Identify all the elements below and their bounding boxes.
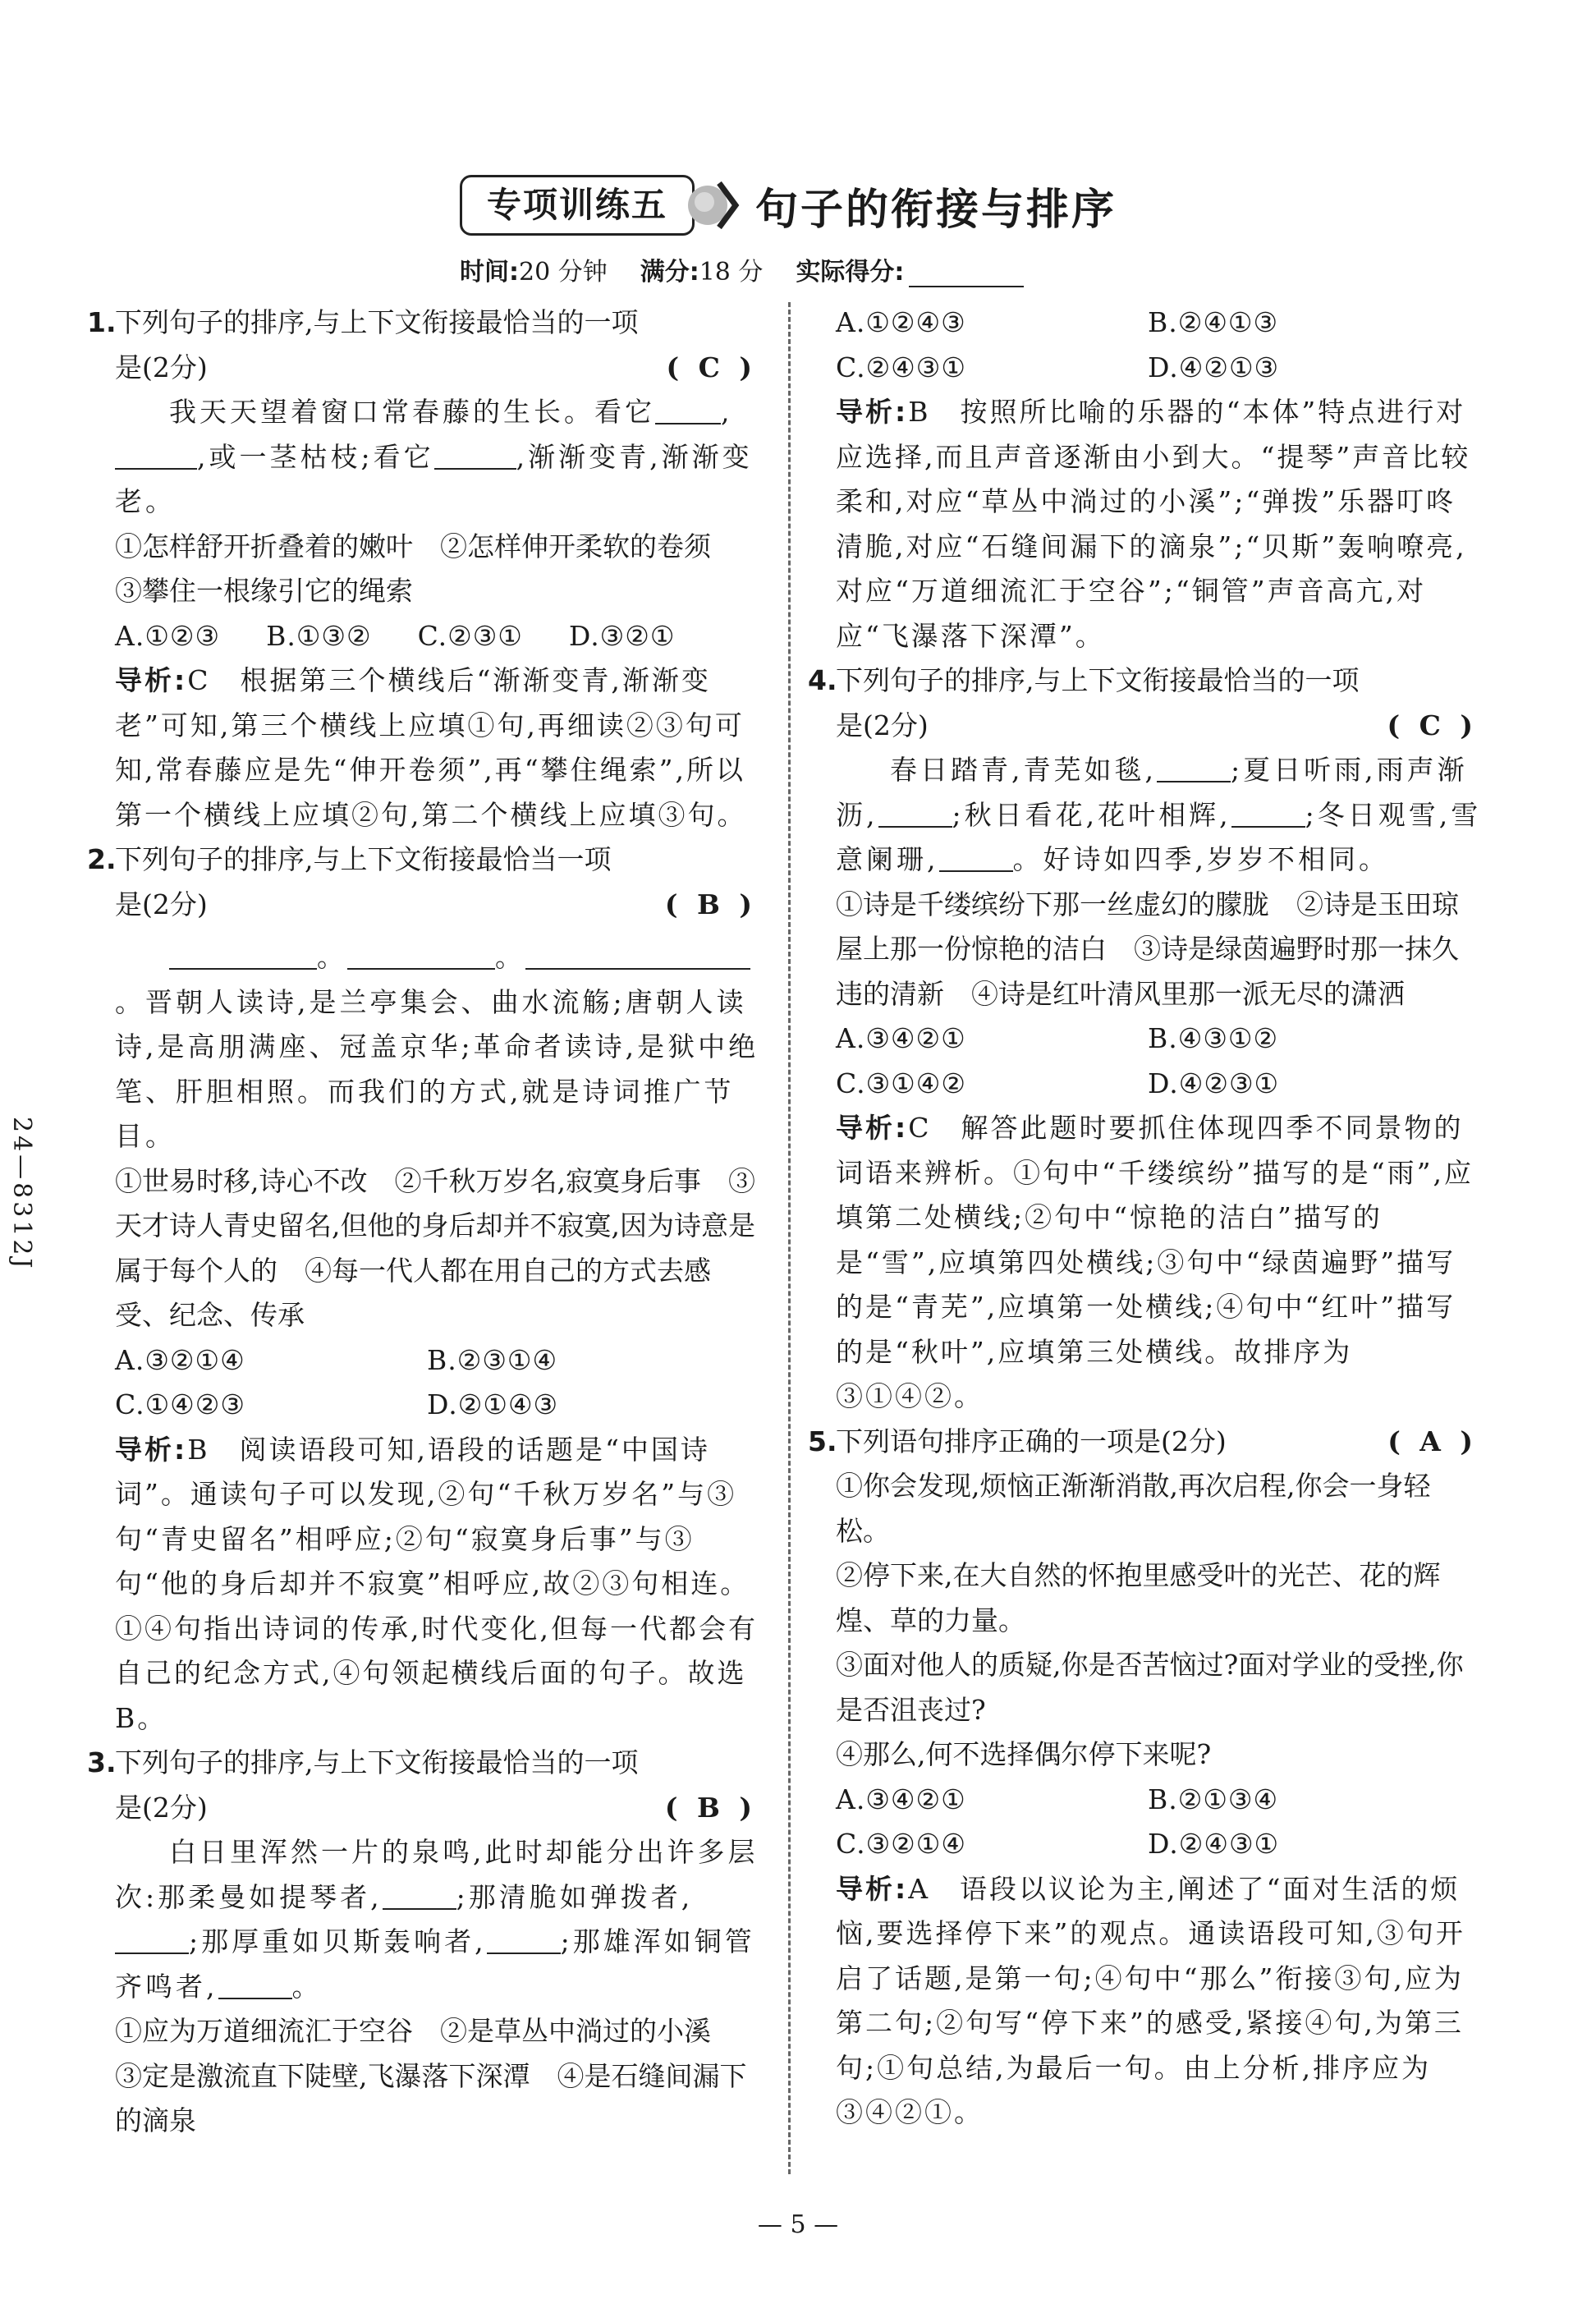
option-d: D.②④③① — [1148, 1828, 1280, 1860]
question-3 — [87, 1741, 764, 2144]
option-b: B.①③② — [266, 619, 372, 652]
guide-analysis — [115, 658, 764, 837]
option-c: C.③②①④ — [836, 1828, 966, 1860]
exam-meta — [460, 251, 1133, 287]
question-1 — [87, 301, 764, 837]
guide-label: 导析: — [836, 396, 909, 428]
options — [115, 614, 764, 659]
option-d: D.②①④③ — [427, 1388, 559, 1420]
passage-text: ,渐渐变 — [516, 440, 620, 473]
blank — [655, 396, 721, 424]
answer: ( A ) — [1387, 1425, 1478, 1457]
question-points: 是(2分) — [115, 1791, 208, 1824]
passage-text: 。晋朝人读诗,是兰亭集会、曲水流觞;唐朝人读诗,是高朋满座、冠盖京华;革命者读诗,是狱中绝笔、肝胆相照。而我们的方式,就是诗词推广节目。 — [115, 985, 759, 1152]
blank — [619, 941, 750, 970]
answer: ( C ) — [666, 351, 757, 383]
passage-text: 。好诗如四季,岁岁不相同。 — [1012, 843, 1389, 875]
option-c: C.②③① — [417, 619, 523, 652]
answer: ( B ) — [664, 1791, 757, 1824]
time-value: 20 分钟 — [519, 258, 608, 287]
option-d: D.④②①③ — [1148, 351, 1280, 383]
passage-text: 白日里浑然一片的泉鸣,此时却能分出许多层次:那柔曼如提琴者, — [115, 1836, 759, 1913]
guide-text: B 阅读语段可知,语段的话题是“中国诗词”。通读句子可以发现,②句“千秋万岁名”与③句“青史留名”相呼应;②句“寂寞身后事”与③句“他的身后却并不寂寞”相呼应,故②③句相连。①④句指出诗词的传承,时代变化,但每一代都会有自己的纪念方式,④句领起横线后面的句子。故选B。 — [115, 1433, 758, 1734]
sentence-item: ①你会发现,烦恼正渐渐消散,再次启程,你会一身轻松。 — [836, 1470, 1431, 1547]
passage-text: ;那清脆如弹拨者, — [456, 1880, 694, 1913]
question-stem: 下列语句排序正确的一项是(2分) — [836, 1425, 1227, 1457]
passage — [836, 748, 1484, 883]
question-stem: 下列句子的排序,与上下文衔接最恰当的一项 — [115, 306, 639, 338]
question-points: 是(2分) — [836, 709, 929, 741]
passage-text: 。 — [291, 1970, 323, 2003]
guide-label: 导析: — [115, 664, 188, 696]
guide-text: A 语段以议论为主,阐述了“面对生活的烦恼,要选择停下来”的观点。通读语段可知,③句开启了话题,是第一句;④句中“那么”衔接③句,应为第二句;②句写“停下来”的感受,紧接④句,为第三句;①句总结,为最后一句。由上分析,排序应为③④②①。 — [836, 1872, 1465, 2128]
blank — [347, 941, 495, 970]
sentence-items: ①怎样舒开折叠着的嫩叶 ②怎样伸开柔软的卷须 ③攀住一根缘引它的绳索 — [115, 530, 738, 607]
score-value: 18 分 — [699, 258, 764, 287]
guide-label: 导析: — [115, 1433, 188, 1466]
section-title: 句子的衔接与排序 — [755, 185, 1117, 235]
answer: ( B ) — [664, 888, 757, 920]
actual-score-label: 实际得分: — [796, 258, 905, 287]
question-2 — [87, 837, 764, 1741]
sentence-item: ③面对他人的质疑,你是否苦恼过?面对学业的受挫,你是否沮丧过? — [836, 1649, 1464, 1726]
guide-text: B 按照所比喻的乐器的“本体”特点进行对应选择,而且声音逐渐由小到大。“提琴”声音比较柔和,对应“草丛中淌过的小溪”;“弹拨”乐器叮咚清脆,对应“石缝间漏下的滴泉”;“贝斯”轰响嘹亮,对应“万道细流汇于空谷”;“铜管”声音高亢,对应“飞瀑落下深潭”。 — [836, 396, 1471, 652]
passage — [115, 390, 764, 525]
side-code: 24—8312J — [7, 1117, 36, 1272]
time-label: 时间: — [460, 258, 519, 287]
diamond-arrow-icon — [683, 175, 744, 236]
passage-text: 青,渐渐变老。 — [115, 440, 753, 517]
sentence-items: ①世易时移,诗心不改 ②千秋万岁名,寂寞身后事 ③天才诗人青史留名,但他的身后却并不寂寞,因为诗意是属于每个人的 ④每一代人都在用自己的方式去感受、纪念、传承 — [115, 1164, 755, 1331]
guide-analysis — [836, 1106, 1484, 1420]
question-number: 1. — [87, 306, 117, 338]
passage-text: ;夏日听雨,雨声渐沥, — [836, 754, 1468, 831]
question-number: 3. — [87, 1746, 117, 1778]
answer: ( C ) — [1387, 709, 1478, 741]
score-label: 满分: — [640, 258, 699, 287]
column-divider — [788, 302, 791, 2174]
question-4 — [808, 658, 1484, 1420]
option-a: A.③④②① — [836, 1022, 966, 1054]
passage-text: , — [721, 396, 733, 428]
blank — [115, 1925, 189, 1954]
option-a: A.③②①④ — [115, 1343, 245, 1376]
option-b: B.④③①② — [1148, 1022, 1279, 1054]
question-points: 是(2分) — [115, 888, 208, 920]
passage-text: 。 — [317, 941, 347, 973]
question-5 — [808, 1420, 1484, 2136]
option-a: A.①②③ — [115, 619, 221, 652]
passage-text: 我天天望着窗口常春藤的生长。看它 — [169, 396, 655, 428]
left-column — [87, 301, 764, 2144]
option-a: A.①②④③ — [836, 306, 966, 338]
option-c: C.①④②③ — [115, 1388, 245, 1420]
blank — [1157, 754, 1231, 782]
sentence-item: ②停下来,在大自然的怀抱里感受叶的光芒、花的辉煌、草的力量。 — [836, 1559, 1441, 1636]
blank — [383, 1881, 456, 1910]
actual-score-blank[interactable] — [909, 261, 1024, 287]
passage-text: ;冬日观雪,雪意阑珊, — [836, 798, 1482, 875]
blank — [1231, 799, 1305, 828]
blank — [434, 441, 516, 470]
sentence-items: ①诗是千缕缤纷下那一丝虚幻的朦胧 ②诗是玉田琼屋上那一份惊艳的洁白 ③诗是绿茵遍野时那一抹久违的清新 ④诗是红叶清风里那一派无尽的潇洒 — [836, 888, 1459, 1010]
option-b: B.②①③④ — [1148, 1783, 1279, 1815]
option-d: D.③②① — [568, 619, 676, 652]
question-stem: 下列句子的排序,与上下文衔接最恰当的一项 — [836, 664, 1360, 696]
passage-text: ;秋日看花,花叶相辉, — [952, 798, 1231, 831]
q3-options — [836, 301, 1484, 390]
guide-text: C 解答此题时要抓住体现四季不同景物的词语来辨析。①句中“千缕缤纷”描写的是“雨”,应填第二处横线;②句中“惊艳的洁白”描写的是“雪”,应填第四处横线;③句中“绿茵遍野”描写的是“青芜”,应填第一处横线;④句中“红叶”描写的是“秋叶”,应填第三处横线。故排序为③①④②。 — [836, 1112, 1474, 1412]
right-column — [808, 301, 1484, 2136]
guide-label: 导析: — [836, 1872, 909, 1905]
passage-text: 春日踏青,青芜如毯, — [890, 754, 1157, 786]
option-d: D.④②③① — [1148, 1067, 1280, 1099]
guide-analysis — [115, 1428, 764, 1741]
option-c: C.③①④② — [836, 1067, 966, 1099]
passage — [115, 935, 764, 1159]
guide-label: 导析: — [836, 1112, 909, 1144]
blank — [487, 1925, 561, 1954]
page-number: — 5 — — [757, 2210, 839, 2239]
guide-text: C 根据第三个横线后“渐渐变青,渐渐变老”可知,第三个横线上应填①句,再细读②③句可知,常春藤应是先“伸开卷须”,再“攀住绳索”,所以第一个横线上应填②句,第二个横线上应填③句。 — [115, 664, 747, 831]
blank — [939, 843, 1013, 872]
option-c: C.②④③① — [836, 351, 966, 383]
q3-guide-analysis — [836, 390, 1484, 658]
section-header — [460, 174, 1117, 236]
option-a: A.③④②① — [836, 1783, 966, 1815]
question-stem: 下列句子的排序,与上下文衔接最恰当的一项 — [115, 1746, 639, 1778]
question-stem: 下列句子的排序,与上下文衔接最恰当一项 — [115, 843, 612, 875]
options — [836, 1778, 1484, 1867]
passage-text: ,或一茎枯枝;看它 — [197, 440, 434, 473]
section-badge: 专项训练五 — [460, 175, 695, 236]
option-b: B.②④①③ — [1148, 306, 1279, 338]
guide-analysis — [836, 1867, 1484, 2136]
sentence-item: ④那么,何不选择偶尔停下来呢? — [836, 1738, 1212, 1770]
options — [115, 1338, 764, 1428]
sentence-items: ①应为万道细流汇于空谷 ②是草丛中淌过的小溪 ③定是激流直下陡壁,飞瀑落下深潭 ④是石缝间漏下的滴泉 — [115, 2015, 747, 2136]
question-number: 2. — [87, 843, 117, 875]
passage-text: 。 — [495, 941, 525, 973]
question-number: 5. — [808, 1425, 837, 1457]
options — [836, 1016, 1484, 1106]
blank — [169, 941, 317, 970]
question-points: 是(2分) — [115, 351, 208, 383]
passage-text: ;那厚重如贝斯轰响者, — [189, 1925, 487, 1957]
blank — [218, 1971, 292, 1999]
blank — [115, 441, 197, 470]
passage — [115, 1830, 764, 2009]
passage-text: ;那雄浑如铜管齐鸣者, — [115, 1925, 755, 2003]
option-b: B.②③①④ — [427, 1343, 558, 1376]
blank — [878, 799, 952, 828]
question-number: 4. — [808, 664, 837, 696]
